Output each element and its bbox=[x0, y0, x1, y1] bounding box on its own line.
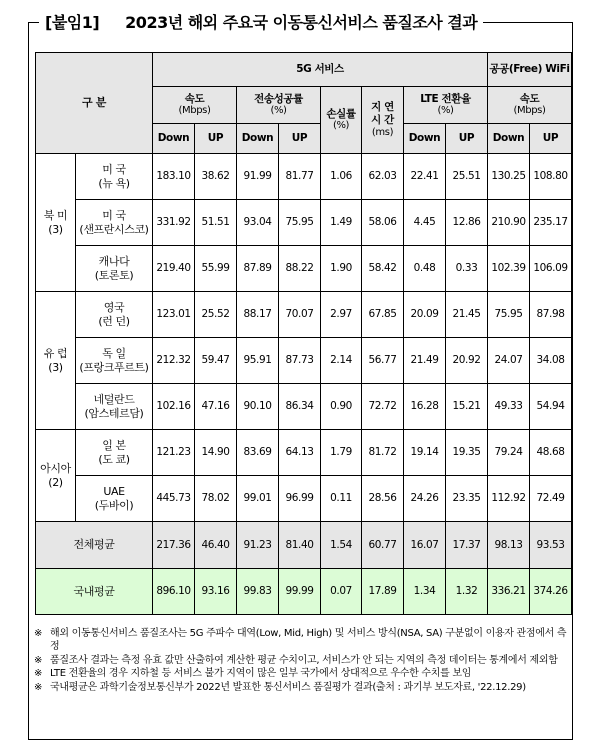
header-latency: 지 연 시 간 (ms) bbox=[362, 87, 404, 154]
cell: 91.23 bbox=[237, 522, 279, 569]
cell: 62.03 bbox=[362, 154, 404, 200]
cell: 1.90 bbox=[321, 246, 362, 292]
cell: 79.24 bbox=[488, 430, 530, 476]
cell: 210.90 bbox=[488, 200, 530, 246]
document-title bbox=[39, 10, 483, 33]
region-cell: 아시아 (2) bbox=[36, 430, 76, 522]
cell: 336.21 bbox=[488, 569, 530, 615]
header-up: UP bbox=[446, 124, 488, 154]
cell: 108.80 bbox=[530, 154, 572, 200]
cell: 102.39 bbox=[488, 246, 530, 292]
reference-mark-icon: ※ bbox=[34, 628, 43, 639]
cell: 28.56 bbox=[362, 476, 404, 522]
cell: 81.72 bbox=[362, 430, 404, 476]
cell: 17.89 bbox=[362, 569, 404, 615]
cell: 81.40 bbox=[279, 522, 321, 569]
header-up: UP bbox=[195, 124, 237, 154]
cell: 23.35 bbox=[446, 476, 488, 522]
cell: 219.40 bbox=[153, 246, 195, 292]
cell: 15.21 bbox=[446, 384, 488, 430]
cell: 0.07 bbox=[321, 569, 362, 615]
header-down: Down bbox=[237, 124, 279, 154]
cell: 99.01 bbox=[237, 476, 279, 522]
header-public-wifi: 공공(Free) WiFi bbox=[488, 53, 572, 87]
cell: 19.35 bbox=[446, 430, 488, 476]
cell: 1.79 bbox=[321, 430, 362, 476]
header-loss-rate: 손실률 (%) bbox=[321, 87, 362, 154]
table-row bbox=[36, 200, 572, 246]
cell: 93.53 bbox=[530, 522, 572, 569]
cell: 1.54 bbox=[321, 522, 362, 569]
cell: 72.49 bbox=[530, 476, 572, 522]
cell: 49.33 bbox=[488, 384, 530, 430]
cell: 130.25 bbox=[488, 154, 530, 200]
cell: 51.51 bbox=[195, 200, 237, 246]
cell: 24.26 bbox=[404, 476, 446, 522]
cell: 16.07 bbox=[404, 522, 446, 569]
footnote: ※ 해외 이동통신서비스 품질조사는 5G 주파수 대역(Low, Mid, High) 및 서비스 방식(NSA, SA) 구분없이 이용자 관점에서 측정 bbox=[34, 628, 567, 653]
cell: 75.95 bbox=[488, 292, 530, 338]
cell: 1.32 bbox=[446, 569, 488, 615]
footnote: ※ 국내평균은 과학기술정보통신부가 2022년 발표한 통신서비스 품질평가 결과(출처 : 과기부 보도자료, '22.12.29) bbox=[34, 681, 526, 693]
cell: 112.92 bbox=[488, 476, 530, 522]
cell: 123.01 bbox=[153, 292, 195, 338]
cell: 22.41 bbox=[404, 154, 446, 200]
region-cell: 북 미 (3) bbox=[36, 154, 76, 292]
cell: 70.07 bbox=[279, 292, 321, 338]
cell: 2.14 bbox=[321, 338, 362, 384]
cell: 93.04 bbox=[237, 200, 279, 246]
cell: 24.07 bbox=[488, 338, 530, 384]
cell: 14.90 bbox=[195, 430, 237, 476]
cell: 331.92 bbox=[153, 200, 195, 246]
row-label: 국내평균 bbox=[36, 569, 153, 615]
cell: 121.23 bbox=[153, 430, 195, 476]
cell: 374.26 bbox=[530, 569, 572, 615]
city-cell: 미 국 (샌프란시스코) bbox=[76, 200, 153, 246]
cell: 38.62 bbox=[195, 154, 237, 200]
cell: 0.48 bbox=[404, 246, 446, 292]
domestic-average-row bbox=[36, 569, 572, 615]
table-row bbox=[36, 430, 572, 476]
table-row bbox=[36, 246, 572, 292]
cell: 67.85 bbox=[362, 292, 404, 338]
cell: 20.92 bbox=[446, 338, 488, 384]
cell: 17.37 bbox=[446, 522, 488, 569]
table-row bbox=[36, 384, 572, 430]
reference-mark-icon: ※ bbox=[34, 681, 43, 693]
cell: 1.49 bbox=[321, 200, 362, 246]
cell: 2.97 bbox=[321, 292, 362, 338]
cell: 75.95 bbox=[279, 200, 321, 246]
header-5g-service: 5G 서비스 bbox=[153, 53, 488, 87]
reference-mark-icon: ※ bbox=[34, 668, 43, 680]
cell: 217.36 bbox=[153, 522, 195, 569]
cell: 0.33 bbox=[446, 246, 488, 292]
cell: 60.77 bbox=[362, 522, 404, 569]
cell: 235.17 bbox=[530, 200, 572, 246]
quality-results-table bbox=[35, 52, 572, 615]
cell: 56.77 bbox=[362, 338, 404, 384]
attachment-tag: [붙임1] bbox=[45, 13, 100, 32]
footnote: ※ 품질조사 결과는 측정 유효 값만 산출하여 계산한 평균 수치이고, 서비스가 안 되는 지역의 측정 데이터는 통계에서 제외함 bbox=[34, 654, 558, 666]
cell: 98.13 bbox=[488, 522, 530, 569]
cell: 58.42 bbox=[362, 246, 404, 292]
header-5g-speed: 속도 (Mbps) bbox=[153, 87, 237, 124]
cell: 21.45 bbox=[446, 292, 488, 338]
footnotes bbox=[34, 627, 568, 694]
cell: 87.73 bbox=[279, 338, 321, 384]
city-cell: 캐나다 (토론토) bbox=[76, 246, 153, 292]
header-up: UP bbox=[279, 124, 321, 154]
cell: 95.91 bbox=[237, 338, 279, 384]
table-row bbox=[36, 476, 572, 522]
table-row bbox=[36, 292, 572, 338]
city-cell: 일 본 (도 쿄) bbox=[76, 430, 153, 476]
cell: 91.99 bbox=[237, 154, 279, 200]
header-category: 구 분 bbox=[36, 53, 153, 154]
table-row bbox=[36, 338, 572, 384]
reference-mark-icon: ※ bbox=[34, 654, 43, 666]
cell: 99.83 bbox=[237, 569, 279, 615]
cell: 96.99 bbox=[279, 476, 321, 522]
header-wifi-speed: 속도 (Mbps) bbox=[488, 87, 572, 124]
cell: 93.16 bbox=[195, 569, 237, 615]
city-cell: 독 일 (프랑크푸르트) bbox=[76, 338, 153, 384]
cell: 87.98 bbox=[530, 292, 572, 338]
city-cell: 영국 (런 던) bbox=[76, 292, 153, 338]
city-cell: UAE (두바이) bbox=[76, 476, 153, 522]
city-cell: 네덜란드 (암스테르담) bbox=[76, 384, 153, 430]
cell: 90.10 bbox=[237, 384, 279, 430]
cell: 81.77 bbox=[279, 154, 321, 200]
cell: 72.72 bbox=[362, 384, 404, 430]
cell: 46.40 bbox=[195, 522, 237, 569]
cell: 78.02 bbox=[195, 476, 237, 522]
cell: 54.94 bbox=[530, 384, 572, 430]
cell: 59.47 bbox=[195, 338, 237, 384]
cell: 21.49 bbox=[404, 338, 446, 384]
cell: 88.17 bbox=[237, 292, 279, 338]
cell: 183.10 bbox=[153, 154, 195, 200]
cell: 25.52 bbox=[195, 292, 237, 338]
cell: 445.73 bbox=[153, 476, 195, 522]
header-up: UP bbox=[530, 124, 572, 154]
cell: 16.28 bbox=[404, 384, 446, 430]
cell: 83.69 bbox=[237, 430, 279, 476]
cell: 99.99 bbox=[279, 569, 321, 615]
cell: 88.22 bbox=[279, 246, 321, 292]
cell: 106.09 bbox=[530, 246, 572, 292]
cell: 20.09 bbox=[404, 292, 446, 338]
cell: 86.34 bbox=[279, 384, 321, 430]
table-row bbox=[36, 154, 572, 200]
cell: 48.68 bbox=[530, 430, 572, 476]
cell: 55.99 bbox=[195, 246, 237, 292]
cell: 896.10 bbox=[153, 569, 195, 615]
footnote: ※ LTE 전환율의 경우 지하철 등 서비스 불가 지역이 많은 일부 국가에서 상대적으로 우수한 수치를 보임 bbox=[34, 668, 472, 680]
cell: 12.86 bbox=[446, 200, 488, 246]
header-down: Down bbox=[153, 124, 195, 154]
cell: 34.08 bbox=[530, 338, 572, 384]
header-success-rate: 전송성공률 (%) bbox=[237, 87, 321, 124]
cell: 4.45 bbox=[404, 200, 446, 246]
cell: 64.13 bbox=[279, 430, 321, 476]
row-label: 전체평균 bbox=[36, 522, 153, 569]
city-cell: 미 국 (뉴 욕) bbox=[76, 154, 153, 200]
cell: 25.51 bbox=[446, 154, 488, 200]
header-down: Down bbox=[488, 124, 530, 154]
cell: 19.14 bbox=[404, 430, 446, 476]
cell: 58.06 bbox=[362, 200, 404, 246]
cell: 47.16 bbox=[195, 384, 237, 430]
header-down: Down bbox=[404, 124, 446, 154]
cell: 0.11 bbox=[321, 476, 362, 522]
cell: 212.32 bbox=[153, 338, 195, 384]
overall-average-row bbox=[36, 522, 572, 569]
region-cell: 유 럽 (3) bbox=[36, 292, 76, 430]
title-text: 2023년 해외 주요국 이동통신서비스 품질조사 결과 bbox=[125, 13, 478, 32]
header-lte-fallback: LTE 전환율 (%) bbox=[404, 87, 488, 124]
cell: 87.89 bbox=[237, 246, 279, 292]
cell: 1.34 bbox=[404, 569, 446, 615]
cell: 0.90 bbox=[321, 384, 362, 430]
cell: 1.06 bbox=[321, 154, 362, 200]
cell: 102.16 bbox=[153, 384, 195, 430]
